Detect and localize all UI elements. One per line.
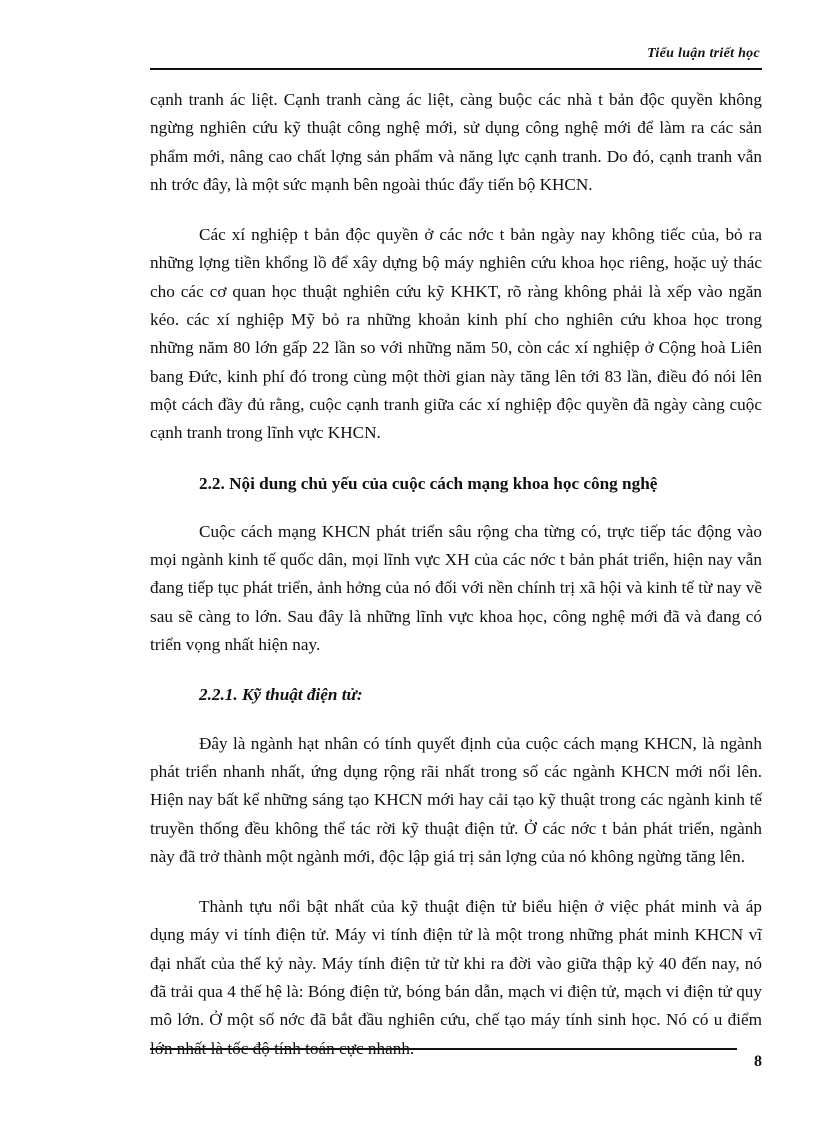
body-paragraph-2: Các xí nghiệp t bản độc quyền ở các nớc t bản ngày nay không tiếc của, bỏ ra những lợng tiền khổng lồ để xây dựng bộ máy nghiên cứu khoa học riêng, hoặc uỷ thác cho các cơ quan học thuật nghiên cứu kỹ KHKT, rõ ràng không phải là xếp vào ngăn kéo. các xí nghiệp Mỹ bỏ ra những khoản kinh phí cho nghiên cứu khoa học trong những năm 80 lớn gấp 22 lần so với những năm 50, còn các xí nghiệp ở Cộng hoà Liên bang Đức, kinh phí đó trong cùng một thời gian này tăng lên tới 83 lần, điều đó nói lên một cách đầy đủ rằng, cuộc cạnh tranh giữa các xí nghiệp độc quyền đã ngày càng cuộc cạnh tranh trong lĩnh vực KHCN. [150, 225, 762, 443]
header-rule [150, 68, 762, 70]
body-paragraph-3: Cuộc cách mạng KHCN phát triển sâu rộng cha từng có, trực tiếp tác động vào mọi ngành kinh tế quốc dân, mọi lĩnh vực XH của các nớc t bản phát triển, hiện nay vẫn đang tiếp tục phát triển, ảnh hởng của nó đối với nền chính trị xã hội và kinh tế từ nay về sau sẽ càng to lớn. Sau đây là những lĩnh vực khoa học, công nghệ mới đã và đang có triển vọng nhất hiện nay. [150, 521, 762, 655]
section-heading: 2.2. Nội dung chủ yếu của cuộc cách mạng khoa học công nghệ [199, 473, 658, 493]
body-paragraph-5: Thành tựu nổi bật nhất của kỹ thuật điện tử biểu hiện ở việc phát minh và áp dụng máy vi tính điện tử. Máy vi tính điện tử là một trong những phát minh KHCN vĩ đại nhất của thế kỷ này. Máy tính điện tử từ khi ra đời vào giữa thập kỷ 40 đến nay, nó đã trải qua 4 thế hệ là: Bóng điện tử, bóng bán dẫn, mạch vi điện tử, mạch vi điện tử quy mô lớn. Ở một số nớc đã bắt đầu nghiên cứu, chế tạo máy tính sinh học. Nó có u điểm lớn nhất là tốc độ tính toán cực nhanh. [150, 897, 762, 1058]
body-paragraph-1: cạnh tranh ác liệt. Cạnh tranh càng ác liệt, càng buộc các nhà t bản độc quyền không ngừng nghiên cứu kỹ thuật công nghệ mới, sử dụng công nghệ mới để làm ra các sản phẩm mới, nâng cao chất lợng sản phẩm và năng lực cạnh tranh. Do đó, cạnh tranh vẫn nh trớc đây, là một sức mạnh bên ngoài thúc đẩy tiến bộ KHCN. [150, 90, 762, 194]
page-number: 8 [754, 1053, 762, 1070]
footer-rule [150, 1048, 737, 1050]
page-body [150, 86, 762, 1085]
body-paragraph-4: Đây là ngành hạt nhân có tính quyết định của cuộc cách mạng KHCN, là ngành phát triển nhanh nhất, ứng dụng rộng rãi nhất trong số các ngành KHCN mới nổi lên. Hiện nay bất kể những sáng tạo KHCN mới hay cải tạo kỹ thuật trong các ngành kinh tế truyền thống đều không thể tác rời kỹ thuật điện tử. Ở các nớc t bản phát triển, ngành này đã trở thành một ngành mới, độc lập giá trị sản lợng của nó không ngừng tăng lên. [150, 733, 762, 866]
page-header-title: Tiểu luận triết học [647, 46, 760, 61]
subsection-heading: 2.2.1. Kỹ thuật điện tử: [199, 685, 363, 705]
